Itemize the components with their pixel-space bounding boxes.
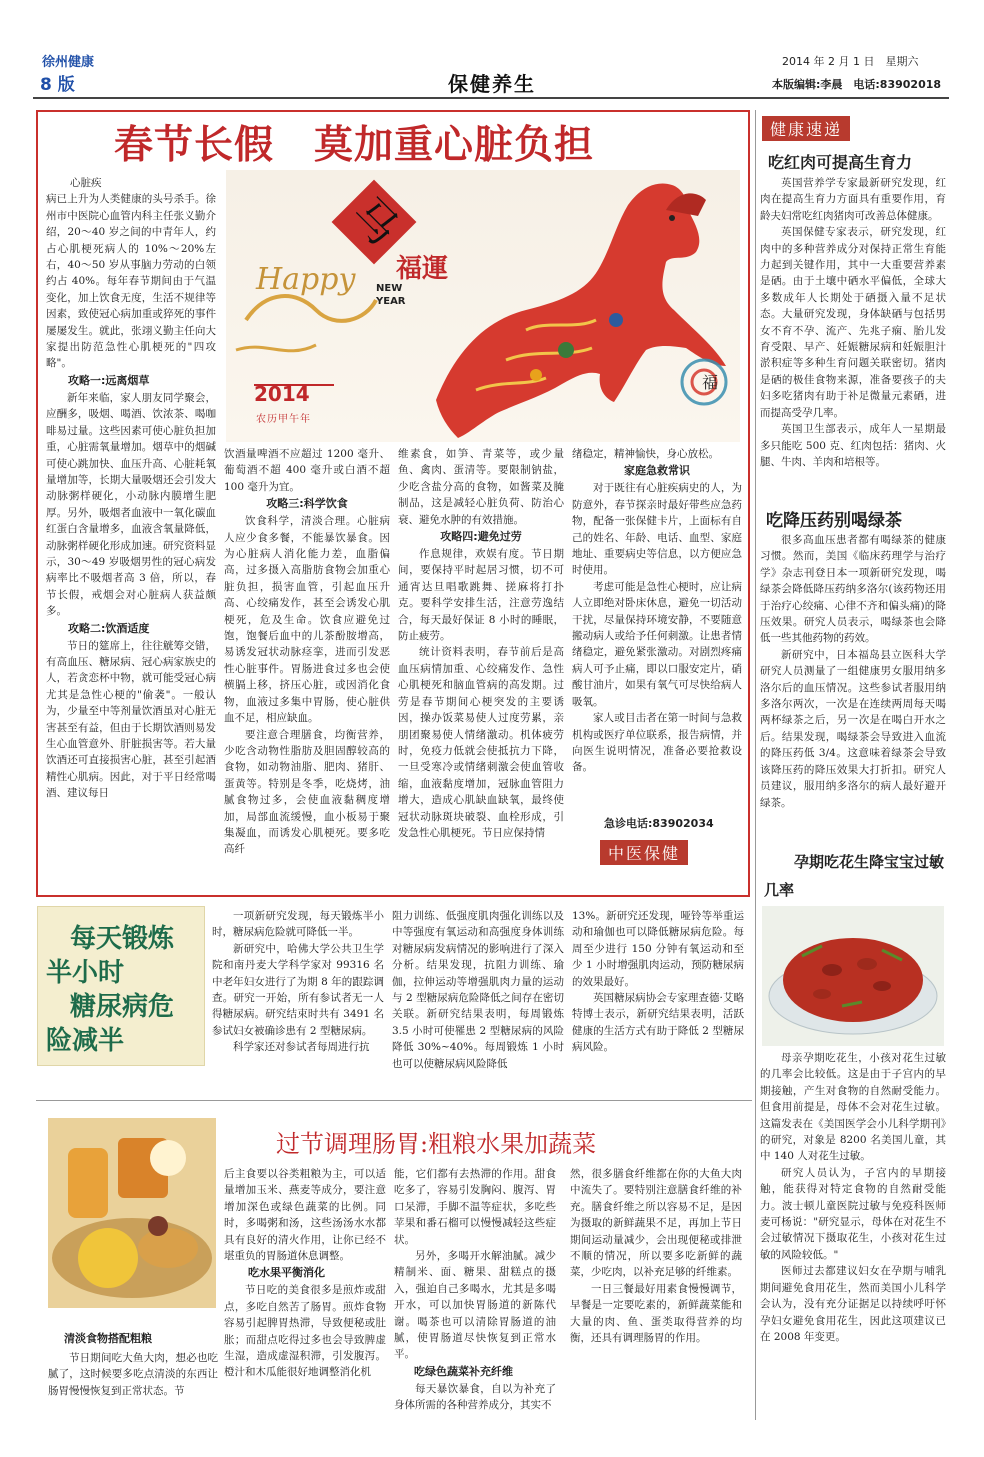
green-tea-title: 吃降压药别喝绿茶 (766, 511, 902, 531)
gut-heading-veg: 吃绿色蔬菜补充纤维 (414, 1364, 513, 1378)
section-title: 保健养生 (448, 72, 536, 96)
strategy-2-heading: 攻略二:饮酒适度 (68, 621, 150, 635)
gut-col-2 (394, 1166, 556, 1422)
exercise-title-line-3: 糖尿病危 (70, 992, 175, 1022)
gut-p3: 能，它们都有去热滞的作用。甜食吃多了，容易引发胸闷、腹泻、胃口呆滞，手脚不温等症状，多吃些苹果和番石榴可以慢慢减轻这些症状。 (394, 1168, 556, 1246)
strategy-4-body-2: 统计资料表明，春节前后是高血压病情加重、心绞痛发作、急性心肌梗死和脑血管病的高发期。过劳是春节期间心梗突发的主要诱因，操办饭菜易使人过度劳累，亲朋团聚易使人情绪激动。机体疲劳时，免疫力低就会使抵抗力下降，一旦受寒冷或情绪刺激会使血管收缩，血液黏度增加，冠脉血管阻力增大，造成心肌缺血缺氧，最终使冠状动脉斑块破裂、血栓形成，引发急性心肌梗死。节日应保持情 (398, 646, 564, 839)
fu-yun-text: 福運 (396, 254, 449, 284)
red-meat-p1: 英国营养学专家最新研究发现，红肉在提高生育力方面具有重要作用，育龄夫妇常吃红肉猪肉可改善总体健康。 (760, 177, 946, 222)
exercise-title-line-4: 险减半 (46, 1026, 125, 1056)
exercise-col-2 (392, 908, 564, 1092)
peanut-title: 孕期吃花生降宝宝过敏几率 (764, 853, 945, 899)
exercise-title (46, 922, 206, 1058)
green-tea-body (760, 532, 946, 826)
feature-col-3 (398, 446, 564, 891)
feature-col-2 (224, 446, 390, 891)
gut-col-0 (48, 1350, 218, 1422)
masthead-rule (33, 97, 949, 99)
gut-col-1 (224, 1166, 386, 1422)
feature-col-1 (46, 175, 216, 891)
food-image-caption: 清淡食物搭配粗粮 (64, 1332, 152, 1345)
gut-col-3 (570, 1166, 742, 1422)
gut-p6: 然，很多膳食纤维都在你的大鱼大肉中流失了。要特别注意膳食纤维的补充。膳食纤维之所以容易不足，是因为摄取的新鲜蔬果不足，再加上节日期间运动量减少，会出现便秘或排泄不顺的情况，所以要多吃新鲜的蔬菜，少吃肉，以补充足够的纤维素。 (570, 1168, 742, 1279)
gut-title: 过节调理肠胃:粗粮水果加蔬菜 (276, 1130, 597, 1158)
gut-p0: 节日期间吃大鱼大肉，想必也吃腻了，这时候要多吃点清淡的东西让肠胃慢慢恢复到正常状态。节 (48, 1352, 218, 1397)
exercise-p1: 一项新研究发现，每天锻炼半小时，糖尿病危险就可降低一半。 (212, 910, 384, 939)
red-meat-title: 吃红肉可提高生育力 (768, 153, 913, 172)
feature-title: 春节长假 莫加重心脏负担 (114, 122, 595, 168)
peanut-body (760, 1050, 946, 1420)
page-number: 8 版 (40, 75, 75, 95)
peanut-p1: 母亲孕期吃花生，小孩对花生过敏的几率会比较低。这是由于子宫内的早期接触，产生对食物的自然耐受能力。但食用前提是，母体不会对花生过敏。这篇发表在《美国医学会小儿科学期刊》的研究，对象是 8200 名美国儿童，其中 140 人对花生过敏。 (760, 1052, 946, 1163)
strategy-3-cont: 维素食，如笋、青菜等，或少量鱼、禽肉、蛋清等。要限制钠盐，少吃含盐分高的食物，如酱菜及腌制品，这是减轻心脏负荷、防治心衰、避免水肿的有效措施。 (398, 448, 564, 526)
exercise-p4: 阻力训练、低强度肌肉强化训练以及中等强度有氧运动和高强度身体训练对糖尿病发病情况的影响进行了深入分析。结果发现，抗阻力训练、瑜伽，拉伸运动等增强肌肉力量的运动与 2 型糖尿病危险降低之间存在密切关联。新研究结果表明，每周锻炼 3.5 小时可使罹患 2 型糖尿病的风险降低 30%~40%。每周锻炼 1 小时也可以使糖尿病风险降低 (392, 910, 564, 1070)
strategy-3-body: 饮食科学，清淡合理。心脏病人应少食多餐，不能暴饮暴食。因为心脏病人消化能力差，血脂偏高，过多摄入高脂肪食物会加重心脏负担，损害血管，引起血压升高、心绞痛发作，甚至会诱发心肌梗死，危及生命。饮食应避免过饱，饱餐后血中的儿茶酚胺增高，易诱发冠状动脉痉挛，进而引发恶性心脏事件。胃肠进食过多也会使横膈上移，挤压心脏，或因消化食物，血液过多集中胃肠，使心脏供血不足，相应缺血。 (224, 515, 390, 725)
lunar-year: 农历甲午年 (256, 414, 311, 425)
gut-p5: 每天暴饮暴食，自以为补充了身体所需的各种营养成分，其实不 (394, 1382, 556, 1412)
gut-p1: 后主食要以谷类粗粮为主，可以适量增加玉米、燕麦等成分，要注意增加深色或绿色蔬菜的比例。同时，多喝粥和汤，这些汤汤水水都具有良好的清火作用，让你已经不堪重负的胃肠道休息调整。 (224, 1168, 386, 1263)
peanut-p2: 研究人员认为，子宫内的早期接触，能获得对特定食物的自然耐受能力。波士顿儿童医院过敏与免疫科医师麦可杨说："研究显示，母体在对花生不会过敏情况下摄取花生，小孩对花生过敏的风险较低。" (760, 1166, 946, 1261)
red-meat-p2: 英国保健专家表示，研究发现，红肉中的多种营养成分对保持正常生育能力起到关键作用，其中一大重要营养素是硒。由于土壤中硒水平偏低，全球大多数成年人长期处于硒摄入量不足状态。大量研究发现，身体缺硒与包括男女不育不孕、流产、先兆子痫、胎儿发育受限、早产、妊娠糖尿病和妊娠胆汁淤积症等多种生育问题关联密切。猪肉是硒的极佳食物来源，准备要孩子的夫妇多吃猪肉有助于补足微量元素硒，进而提高受孕几率。 (760, 226, 946, 419)
exercise-p2: 新研究中，哈佛大学公共卫生学院和南丹麦大学科学家对 99316 名中老年妇女进行了为期 8 年的跟踪调查。研究一开始，所有参试者无一人得糖尿病。研究结束时共有 3491 名参试妇女被确诊患有 2 型糖尿病。 (212, 942, 384, 1037)
exercise-p3: 科学家还对参试者每周进行抗 (233, 1041, 370, 1054)
exercise-col-3 (572, 908, 744, 1092)
new-year-text: NEW YEAR (376, 283, 406, 307)
happy-text: Happy (256, 262, 356, 297)
first-aid-body-2: 考虑可能是急性心梗时，应让病人立即绝对卧床休息，避免一切活动干扰，尽量保持环境安静，不要随意搬动病人或给予任何刺激。让患者情绪稳定，避免紧张激动。对剧烈疼痛病人可予止痛，即以口服安定片，硝酸甘油片，如果有氧气可尽快给病人吸氧。 (572, 580, 742, 708)
gut-p7: 一日三餐最好用素食慢慢调节，早餐是一定要吃素的，新鲜蔬菜能和大量的肉、鱼、蛋类取得营养的均衡，还具有调理肠胃的作用。 (570, 1282, 742, 1345)
editor-line: 本版编辑:李晨 电话:83902018 (772, 78, 942, 91)
tcm-tag: 中医保健 (600, 840, 688, 865)
exercise-p5: 13%。新研究还发现，哑铃等举重运动和瑜伽也可以降低糖尿病危险。每周至少进行 150 分钟有氧运动和至少 1 小时增强肌肉运动，预防糖尿病的效果最好。 (572, 910, 744, 988)
food-platter (48, 1118, 216, 1308)
sidebar-divider (755, 110, 756, 1420)
peanut-dish (762, 906, 944, 1046)
exercise-bottom-rule (36, 1100, 752, 1101)
strategy-1-body: 新年来临，家人朋友同学聚会，应酬多，吸烟、喝酒、饮浓茶、喝咖啡易过量。这些因素可使心脏负担加重，心脏需氧量增加。烟草中的烟碱可使心跳加快、血压升高、心脏耗氧量增加等，长期大量吸烟还会引发大动脉粥样硬化，小动脉内膜增生肥厚。另外，吸烟者血液中一氧化碳血红蛋白含量增多，血液含氧量降低，动脉粥样硬化形成加速。研究资料显示，30～49 岁吸烟男性的冠心病发病率比不吸烟者高 3 倍，所以，春节长假，戒烟会对心脏病人获益颇多。 (46, 391, 216, 618)
first-aid-body-1: 对于既往有心脏疾病史的人，为防意外，春节探亲时最好带些应急药物，配备一张保健卡片，上面标有自己的姓名、年龄、电话、血型、家庭地址、重要病史等信息，以方便应急时使用。 (572, 482, 742, 577)
green-tea-p2: 新研究中，日本福岛县立医科大学研究人员测量了一组健康男女服用纳多洛尔后的血压情况。这些参试者服用纳多洛尔两次，一次是在连续两周每天喝两杯绿茶之后，另一次是在喝白开水之后。结果发现，喝绿茶会导致进入血流的降压药低 3/4。这意味着绿茶会导致该降压药的降压效果大打折扣。研究人员建议，服用纳多洛尔的病人最好避开绿茶。 (760, 648, 946, 809)
gut-p4: 另外，多喝开水解油腻。减少精制米、面、糖果、甜糕点的摄入，强迫自己多喝水，尤其是多喝开水，可以加快胃肠道的新陈代谢。喝茶也可以清除胃肠道的油腻，使胃肠道尽快恢复到正常水平。 (394, 1250, 556, 1361)
strategy-4-heading: 攻略四:避免过劳 (440, 530, 522, 544)
year-2014: 2014 (254, 382, 310, 406)
peanut-image (762, 906, 944, 1046)
strategy-2-cont: 饮酒量啤酒不应超过 1200 毫升、葡萄酒不超 400 毫升或白酒不超 100 毫升为宜。 (224, 448, 390, 493)
feature-col-4 (572, 446, 742, 846)
strategy-3-body-2: 要注意合理膳食，均衡营养，少吃含动物性脂肪及胆固醇较高的食物，如动物油脂、肥肉、猪肝、蛋黄等。特别是冬季，吃烧烤，油腻食物过多，会使血液黏稠度增加，局部血流缓慢，血小板易于聚集凝血，而诱发心肌梗死。要多吃高纤 (224, 728, 390, 856)
first-aid-body-3: 家人或目击者在第一时间与急救机构或医疗单位联系，报告病情，并向医生说明情况，准备必要抢救设备。 (572, 712, 742, 774)
strategy-1-heading: 攻略一:远离烟草 (68, 373, 150, 387)
lead-label: 心脏疾 (70, 177, 102, 189)
strategy-2-body: 节日的筵席上，往往觥筹交错，有高血压、糖尿病、冠心病家族史的人，若贪恋杯中物，就可能受冠心病尤其是急性心梗的"偷袭"。一般认为，少量至中等剂量饮酒虽对心脏无害甚至有益，但由于长期饮酒则易发生心血管意外、肝脏损害等。若大量饮酒还可直接损害心脏，甚至引起酒精性心肌病。因此，对于平日经常喝酒、建议每日 (46, 639, 216, 800)
strategy-4-body: 作息规律，欢娱有度。节日期间，要保持平时起居习惯，切不可通宵达旦唱歌跳舞、搓麻将打扑克。要科学安排生活，注意劳逸结合，每天最好保证 8 小时的睡眠，防止疲劳。 (398, 548, 564, 643)
peanut-p3: 医师过去都建议妇女在孕期与哺乳期间避免食用花生，然而美国小儿科学会认为，没有充分证据足以持续呼吁怀孕妇女避免食用花生，因此这项建议已在 2008 年变更。 (760, 1265, 946, 1343)
gut-p2: 节日吃的美食很多是煎炸或甜点，多吃自然苦了肠胃。煎炸食物容易引起脾胃热滞，导致便秘或肚胀；而甜点吃得过多也会导致脾虚生湿，造成虚湿积滞，引发腹泻。橙汁和木瓜能很好地调整消化机 (224, 1284, 386, 1379)
red-meat-p3: 英国卫生部表示，成年人一星期最多只能吃 500 克、红肉包括：猪肉、火腿、牛肉、羊肉和培根等。 (760, 423, 946, 468)
emergency-hotline: 急诊电话:83902034 (604, 817, 714, 830)
first-aid-heading: 家庭急救常识 (624, 464, 690, 478)
lead-paragraph: 病已上升为人类健康的头号杀手。徐州市中医院心血管内科主任张义勤介绍，20～40 岁之间的中青年人，约占心肌梗死病人的 10%～20%左右，40～50 岁从事脑力劳动的白领约占 40%。每年春节期间由于气温变化，加上饮食无度，生活不规律等因素，致使冠心病加重或猝死的事件屡屡发生。就此，张翊义勤主任向大家提出防范急性心肌梗死的"四攻略"。 (46, 193, 216, 370)
gut-heading-fruit: 吃水果平衡消化 (248, 1266, 325, 1280)
exercise-title-line-1: 每天锻炼 (70, 924, 175, 954)
issue-date: 2014 年 2 月 1 日 星期六 (782, 55, 919, 68)
exercise-col-1 (212, 908, 384, 1092)
health-express-tag: 健康速递 (762, 116, 850, 141)
strategy-4-cont: 绪稳定，精神愉快，身心放松。 (572, 448, 719, 460)
exercise-title-line-2: 半小时 (46, 958, 125, 988)
ma-character: 马 (332, 180, 417, 265)
seal-fu: 福 (702, 373, 719, 392)
red-meat-body (760, 175, 946, 510)
paper-name: 徐州健康 (42, 55, 95, 70)
horse-year-image (226, 170, 740, 442)
strategy-3-heading: 攻略三:科学饮食 (266, 497, 348, 511)
exercise-p6: 英国糖尿病协会专家理查德·艾略特博士表示，新研究结果表明，活跃健康的生活方式有助于降低 2 型糖尿病风险。 (572, 992, 744, 1054)
green-tea-p1: 很多高血压患者都有喝绿茶的健康习惯。然而，美国《临床药理学与治疗学》杂志刊登日本一项新研究发现，喝绿茶会降低降压药纳多洛尔(该药物还用于治疗心绞痛、心律不齐和偏头痛)的降压效果。研究人员表示，喝绿茶也会降低一些其他药物的药效。 (760, 534, 946, 645)
food-image (48, 1118, 216, 1308)
